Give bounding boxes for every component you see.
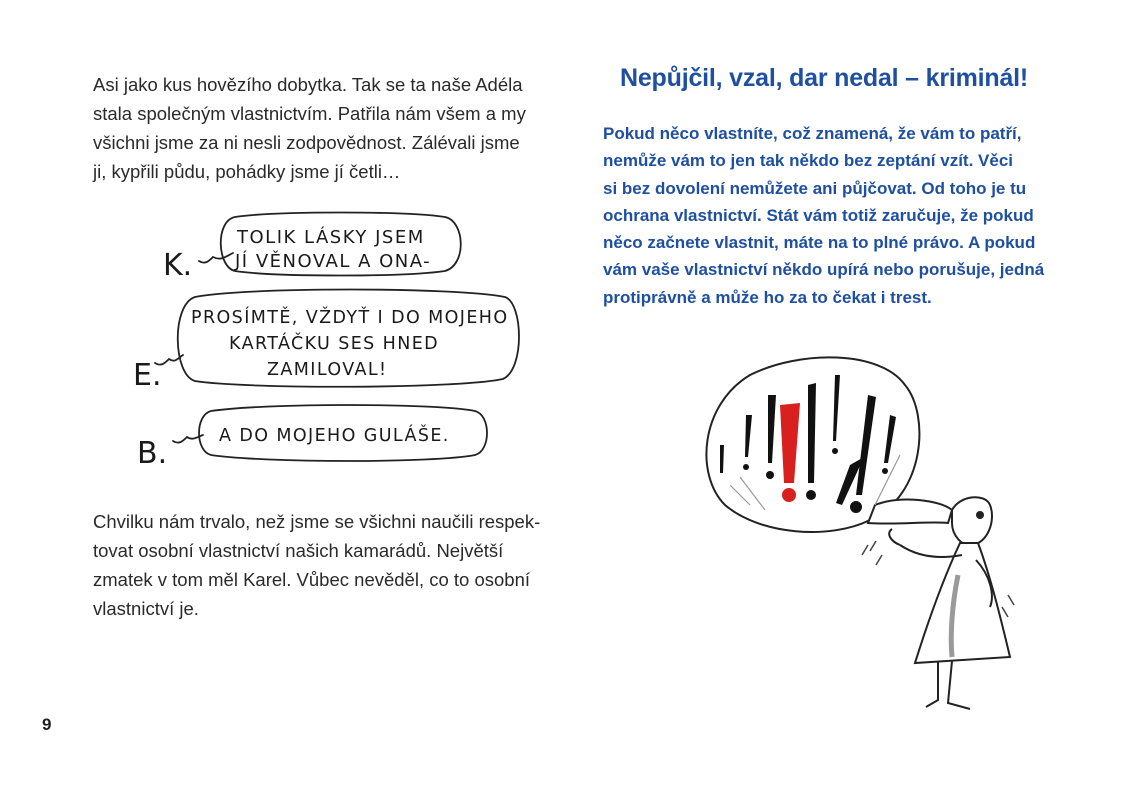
- callout-line: něco začnete vlastnit, máte na to plné právo. A pokud: [603, 233, 1036, 253]
- callout-line: vám vaše vlastnictví někdo upírá nebo porušuje, jedná: [603, 260, 1045, 280]
- later-line: vlastnictví je.: [93, 598, 199, 619]
- speech-e-line-2: KARTÁČKU SES HNED: [229, 334, 440, 354]
- later-line: zmatek v tom měl Karel. Vůbec nevěděl, co to osobní: [93, 569, 531, 590]
- speech-tail-b: [173, 435, 203, 443]
- section-heading: Nepůjčil, vzal, dar nedal – kriminál!: [620, 64, 1029, 92]
- speech-tail-k: [199, 253, 233, 263]
- speech-e-line-1: PROSÍMTĚ, VŽDYŤ I DO MOJEHO: [191, 308, 509, 328]
- callout-line: nemůže vám to jen tak někdo bez zeptání vzít. Věci: [603, 151, 1014, 171]
- figure: [889, 497, 1010, 709]
- dialog-illustration: [125, 205, 525, 475]
- later-paragraph: [93, 507, 568, 623]
- later-line: tovat osobní vlastnictví našich kamarádů. Největší: [93, 540, 504, 561]
- callout-line: ochrana vlastnictví. Stát vám totiž zaručuje, že pokud: [603, 205, 1034, 225]
- speech-b-line-1: A DO MOJEHO GULÁŠE.: [219, 426, 450, 446]
- speaker-b: B.: [137, 436, 168, 471]
- callout-line: protiprávně a může ho za to čekat i trest.: [603, 287, 932, 307]
- callout-line: si bez dovolení nemůžete ani půjčovat. Od toho je tu: [603, 178, 1027, 198]
- intro-line: všichni jsme za ni nesli zodpovědnost. Zálévali jsme: [93, 132, 520, 153]
- speech-k-line-1: TOLIK LÁSKY JSEM: [237, 227, 425, 248]
- callout-line: Pokud něco vlastníte, což znamená, že vám to patří,: [603, 124, 1022, 143]
- speech-e-line-3: ZAMILOVAL!: [267, 360, 388, 380]
- shout-bubble-tail: [868, 500, 952, 524]
- later-line: Chvilku nám trvalo, než jsme se všichni naučili respek-: [93, 511, 541, 532]
- intro-line: ji, kypřili půdu, pohádky jsme jí četli…: [93, 161, 401, 182]
- intro-paragraph: [93, 70, 568, 186]
- info-callout: [603, 120, 1083, 311]
- speaker-e: E.: [133, 358, 162, 393]
- speech-k-line-2: JÍ VĚNOVAL A ONA-: [235, 251, 432, 272]
- intro-line: Asi jako kus hovězího dobytka. Tak se ta naše Adéla: [93, 74, 523, 95]
- intro-line: stala společným vlastnictvím. Patřila nám všem a my: [93, 103, 526, 124]
- screaming-figure-illustration: [690, 345, 1035, 730]
- page-number: 9: [42, 715, 52, 734]
- speaker-k: K.: [163, 248, 193, 283]
